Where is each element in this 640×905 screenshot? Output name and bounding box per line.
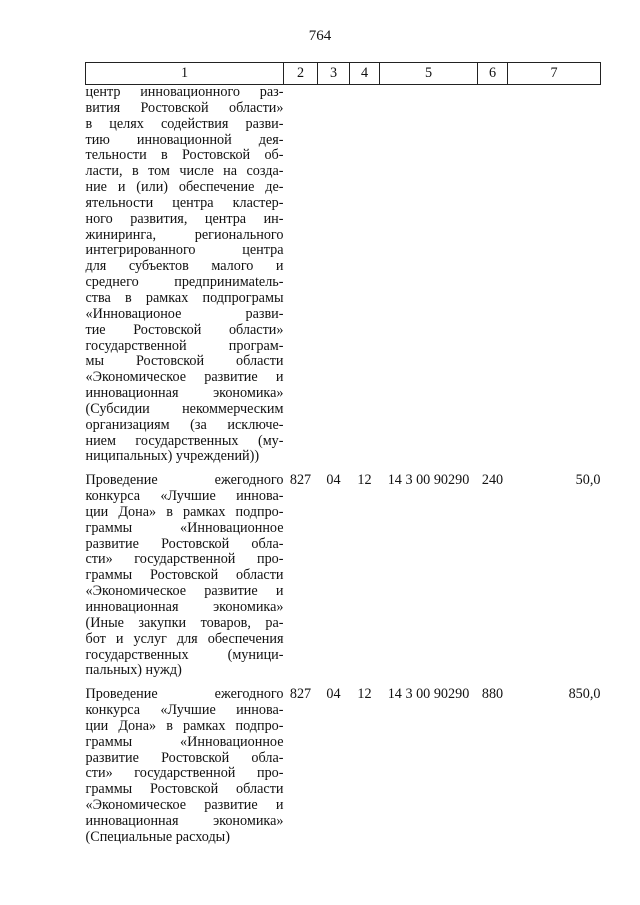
text-line: в целях содействия разви- xyxy=(85,115,284,132)
cell-col-7 xyxy=(508,85,601,474)
text-line: конкурса «Лучшие иннова- xyxy=(85,488,284,505)
cell-col-2: 827 xyxy=(289,686,312,703)
text-line: ства в рамках подпрограмы xyxy=(85,289,284,306)
text-line: инновационная экономика» xyxy=(85,812,284,829)
text-line: сти» государственной про- xyxy=(85,765,284,782)
text-line: сти» государственной про- xyxy=(85,551,284,568)
text-line: бот и услуг для обеспечения xyxy=(85,630,284,647)
cell-col-4: 12 xyxy=(357,472,372,489)
text-line: граммы Ростовской области xyxy=(85,781,284,798)
text-line: мы Ростовской области xyxy=(85,353,284,370)
header-col-5: 5 xyxy=(380,63,478,85)
text-line: Проведение ежегодного xyxy=(85,472,284,489)
cell-col-2: 827 xyxy=(289,472,312,489)
text-line: ние и (или) обеспечение де- xyxy=(85,179,284,196)
row-description xyxy=(86,473,284,687)
text-line: (Иные закупки товаров, ра- xyxy=(85,614,284,631)
cell-col-3: 04 xyxy=(326,686,341,703)
page-number: 764 xyxy=(308,28,332,44)
cell-col-6 xyxy=(478,85,508,474)
text-line: конкурса «Лучшие иннова- xyxy=(85,702,284,719)
cell-col-7: 50,0 xyxy=(575,472,601,489)
cell-col-2 xyxy=(284,85,318,474)
text-line: ниципальных) учреждений)) xyxy=(85,448,260,465)
text-line: ятельности центра кластер- xyxy=(85,194,284,211)
cell-col-6: 880 xyxy=(481,686,504,703)
cell-col-3 xyxy=(318,85,350,474)
table-row xyxy=(86,687,601,845)
cell-col-3: 04 xyxy=(326,472,341,489)
text-line: государственной програм- xyxy=(85,337,284,354)
header-col-1: 1 xyxy=(86,63,284,85)
text-line: «Экономическое развитие и xyxy=(85,583,284,600)
header-col-3: 3 xyxy=(318,63,350,85)
cell-col-6: 240 xyxy=(481,472,504,489)
text-line: «Экономическое развитие и xyxy=(85,369,284,386)
text-line: организациям (за исключе- xyxy=(85,416,284,433)
header-row xyxy=(86,63,601,85)
cell-col-5: 14 3 00 90290 xyxy=(387,686,470,703)
text-line: ласти, в том числе на созда- xyxy=(85,163,284,180)
header-col-7: 7 xyxy=(508,63,601,85)
text-line: интегрированного центра xyxy=(85,242,284,259)
text-line: ного развития, центра ин- xyxy=(85,210,284,227)
row-description xyxy=(86,687,284,845)
table-row xyxy=(86,473,601,687)
text-line: граммы «Инновационное xyxy=(85,733,284,750)
text-line: тие Ростовской области» xyxy=(85,321,284,338)
cell-col-4 xyxy=(350,85,380,474)
text-line: развитие Ростовской обла- xyxy=(85,749,284,766)
text-line: тельности в Ростовской об- xyxy=(85,147,284,164)
text-line: жиниринга, регионального xyxy=(85,226,284,243)
text-line: граммы Ростовской области xyxy=(85,567,284,584)
text-line: государственных (муници- xyxy=(85,646,284,663)
text-line: развитие Ростовской обла- xyxy=(85,535,284,552)
text-line: для субъектов малого и xyxy=(85,258,284,275)
cell-col-7: 850,0 xyxy=(568,686,601,703)
header-col-2: 2 xyxy=(284,63,318,85)
text-line: «Инновационое разви- xyxy=(85,305,284,322)
row-description xyxy=(86,85,284,474)
text-line: (Субсидии некоммерческим xyxy=(85,400,284,417)
header-col-4: 4 xyxy=(350,63,380,85)
text-line: ции Дона» в рамках подпро- xyxy=(85,717,284,734)
cell-col-5 xyxy=(380,85,478,474)
text-line: центр инновационного раз- xyxy=(85,84,284,100)
text-line: вития Ростовской области» xyxy=(85,99,284,116)
text-line: среднего предпринимatель- xyxy=(85,274,284,291)
text-line: Проведение ежегодного xyxy=(85,686,284,703)
text-line: тию инновационной дея- xyxy=(85,131,284,148)
table-row xyxy=(86,85,601,474)
text-line: инновационная экономика» xyxy=(85,385,284,402)
cell-col-5: 14 3 00 90290 xyxy=(387,472,470,489)
text-line: граммы «Инновационное xyxy=(85,519,284,536)
header-col-6: 6 xyxy=(478,63,508,85)
text-line: пальных) нужд) xyxy=(85,662,182,679)
budget-table xyxy=(85,62,601,846)
text-line: «Экономическое развитие и xyxy=(85,797,284,814)
text-line: ции Дона» в рамках подпро- xyxy=(85,503,284,520)
cell-col-4: 12 xyxy=(357,686,372,703)
text-line: нием государственных (му- xyxy=(85,432,284,449)
text-line: инновационная экономика» xyxy=(85,599,284,615)
text-line: (Специальные расходы) xyxy=(85,828,230,845)
